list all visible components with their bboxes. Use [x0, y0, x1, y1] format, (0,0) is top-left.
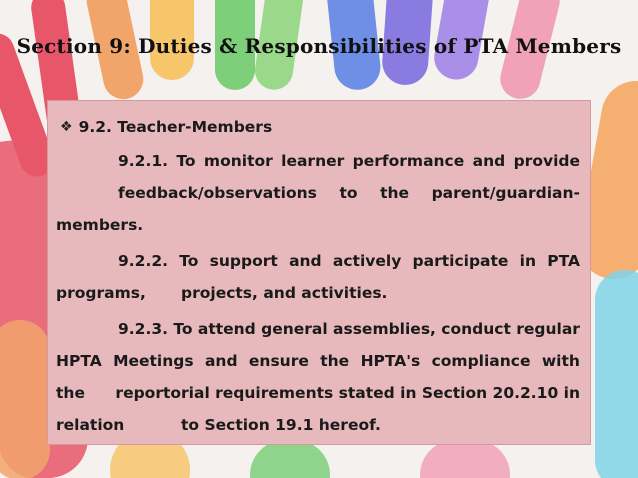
duty-9-2-3-line-4: relation to Section 19.1 hereof. — [56, 416, 381, 434]
duty-9-2-1-line-1: 9.2.1. To monitor learner performance and provide — [118, 152, 580, 170]
heading-text: 9.2. Teacher-Members — [78, 118, 273, 136]
content-panel — [47, 100, 591, 445]
duty-9-2-1 — [56, 145, 580, 241]
duty-9-2-3 — [56, 313, 580, 441]
duty-9-2-3-line-2: HPTA Meetings and ensure the HPTA's compliance with — [56, 352, 580, 370]
duty-9-2-1-line-2: feedback/observations to the parent/guardian- — [118, 184, 580, 202]
duty-9-2-3-line-3: the reportorial requirements stated in Section 20.2.10 in — [56, 384, 580, 402]
duty-9-2-1-line-3: members. — [56, 216, 144, 234]
section-heading — [60, 115, 580, 139]
diamond-bullet-icon: ❖ — [60, 119, 73, 135]
slide-title: Section 9: Duties & Responsibilities of PTA Members — [16, 34, 622, 58]
duty-9-2-3-line-1: 9.2.3. To attend general assemblies, conduct regular — [118, 320, 580, 338]
duty-9-2-2-line-2: programs, projects, and activities. — [56, 284, 388, 302]
duty-9-2-2 — [56, 245, 580, 309]
duty-9-2-2-line-1: 9.2.2. To support and actively participate in PTA — [118, 252, 580, 270]
